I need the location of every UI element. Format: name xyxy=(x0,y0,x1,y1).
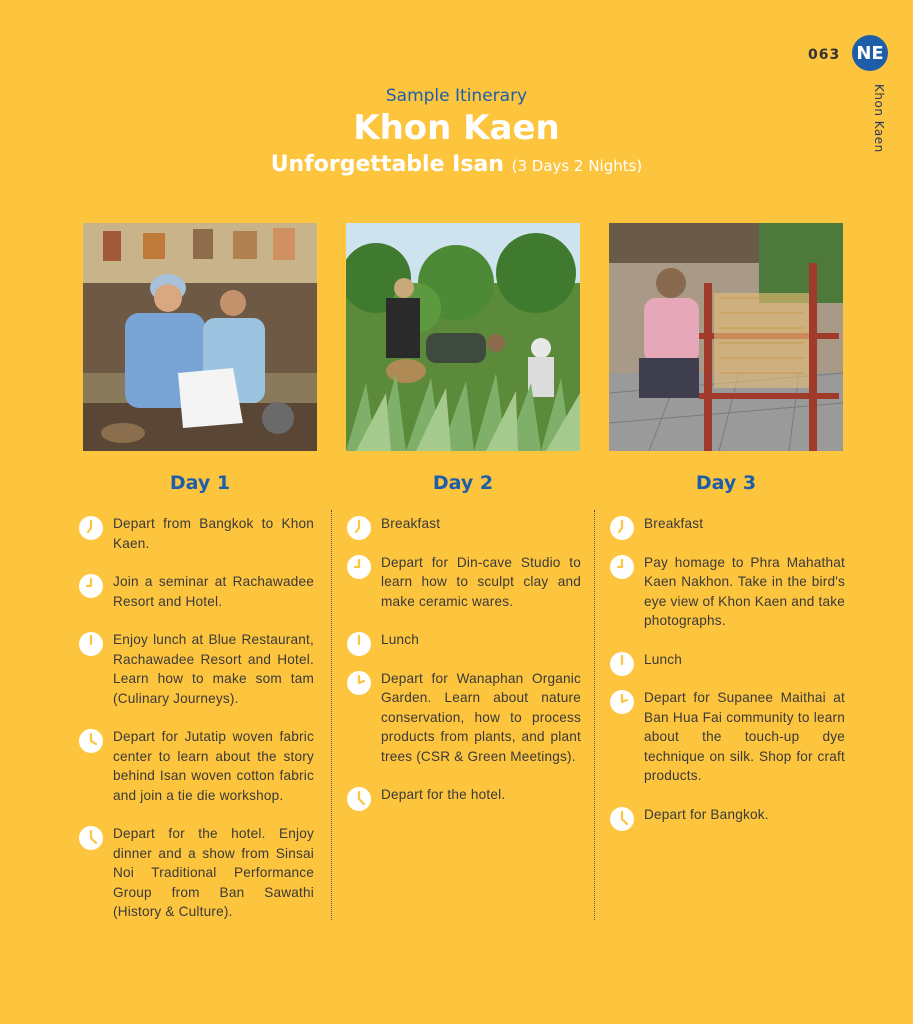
schedule-text: Depart for Din-cave Studio to learn how to sculpt clay and make ceramic wares. xyxy=(381,554,581,609)
clock-icon xyxy=(346,786,372,812)
itinerary-kicker: Sample Itinerary xyxy=(385,86,528,106)
list-item xyxy=(346,785,581,805)
clock-icon xyxy=(78,825,104,851)
list-item xyxy=(78,572,314,611)
clock-icon xyxy=(609,651,635,677)
column-divider xyxy=(594,510,595,920)
subtitle-text: Unforgettable Isan xyxy=(270,152,504,177)
side-region-label: Khon Kaen xyxy=(872,84,886,153)
schedule-text: Depart for Jutatip woven fabric center to learn about the story behind Isan woven cotton fabric and join a tie die workshop. xyxy=(113,729,314,803)
day-2-photo xyxy=(346,223,580,451)
clock-icon xyxy=(346,670,372,696)
day-1-title: Day 1 xyxy=(169,472,231,494)
list-item xyxy=(346,669,581,767)
clock-icon xyxy=(346,554,372,580)
page-subtitle xyxy=(0,152,913,177)
clock-icon xyxy=(609,554,635,580)
region-badge: NE xyxy=(852,35,888,71)
list-item xyxy=(609,650,845,670)
schedule-text: Lunch xyxy=(644,651,683,667)
list-item xyxy=(78,514,314,553)
day-2-schedule xyxy=(346,514,581,824)
list-item xyxy=(346,553,581,612)
clock-icon xyxy=(346,631,372,657)
day-2-title: Day 2 xyxy=(432,472,494,494)
page-title: Khon Kaen xyxy=(353,108,560,148)
schedule-text: Enjoy lunch at Blue Restaurant, Rachawadee Resort and Hotel. Learn how to make som tam (Culinary Journeys). xyxy=(113,632,314,706)
list-item xyxy=(609,514,845,534)
list-item xyxy=(346,630,581,650)
list-item xyxy=(609,805,845,825)
list-item xyxy=(609,553,845,631)
clock-icon xyxy=(78,631,104,657)
schedule-text: Depart from Bangkok to Khon Kaen. xyxy=(113,516,314,551)
schedule-text: Depart for Supanee Maithai at Ban Hua Fai community to learn about the touch-up dye technique on silk. Shop for craft products. xyxy=(644,690,845,783)
schedule-text: Lunch xyxy=(381,632,420,647)
day-1-schedule xyxy=(78,514,314,941)
clock-icon xyxy=(609,515,635,541)
clock-icon xyxy=(78,728,104,754)
schedule-text: Depart for the hotel. Enjoy dinner and a show from Sinsai Noi Traditional Performance Group from Ban Sawathi (History & Culture). xyxy=(113,826,314,919)
day-3-photo xyxy=(609,223,843,451)
schedule-text: Depart for Wanaphan Organic Garden. Learn about nature conservation, how to process products from plants, and plant trees (CSR & Green Meetings). xyxy=(381,670,581,764)
schedule-text: Depart for Bangkok. xyxy=(644,806,769,822)
itinerary-header xyxy=(0,86,913,177)
column-divider xyxy=(331,510,332,920)
clock-icon xyxy=(609,806,635,832)
clock-icon xyxy=(78,573,104,599)
list-item xyxy=(78,630,314,708)
schedule-text: Depart for the hotel. xyxy=(381,787,506,802)
clock-icon xyxy=(78,515,104,541)
day-3-title: Day 3 xyxy=(695,472,757,494)
clock-icon xyxy=(609,689,635,715)
schedule-text: Join a seminar at Rachawadee Resort and Hotel. xyxy=(113,574,314,609)
list-item xyxy=(609,688,845,786)
clock-icon xyxy=(346,515,372,541)
day-3-schedule xyxy=(609,514,845,843)
list-item xyxy=(346,514,581,534)
duration-text: (3 Days 2 Nights) xyxy=(511,157,643,175)
schedule-text: Breakfast xyxy=(381,516,441,531)
day-1-photo xyxy=(83,223,317,451)
page-number: 063 xyxy=(808,47,841,63)
list-item xyxy=(78,727,314,805)
schedule-text: Breakfast xyxy=(644,516,704,531)
schedule-text: Pay homage to Phra Mahathat Kaen Nakhon. Take in the bird's eye view of Khon Kaen and take photographs. xyxy=(644,554,845,628)
list-item xyxy=(78,824,314,922)
